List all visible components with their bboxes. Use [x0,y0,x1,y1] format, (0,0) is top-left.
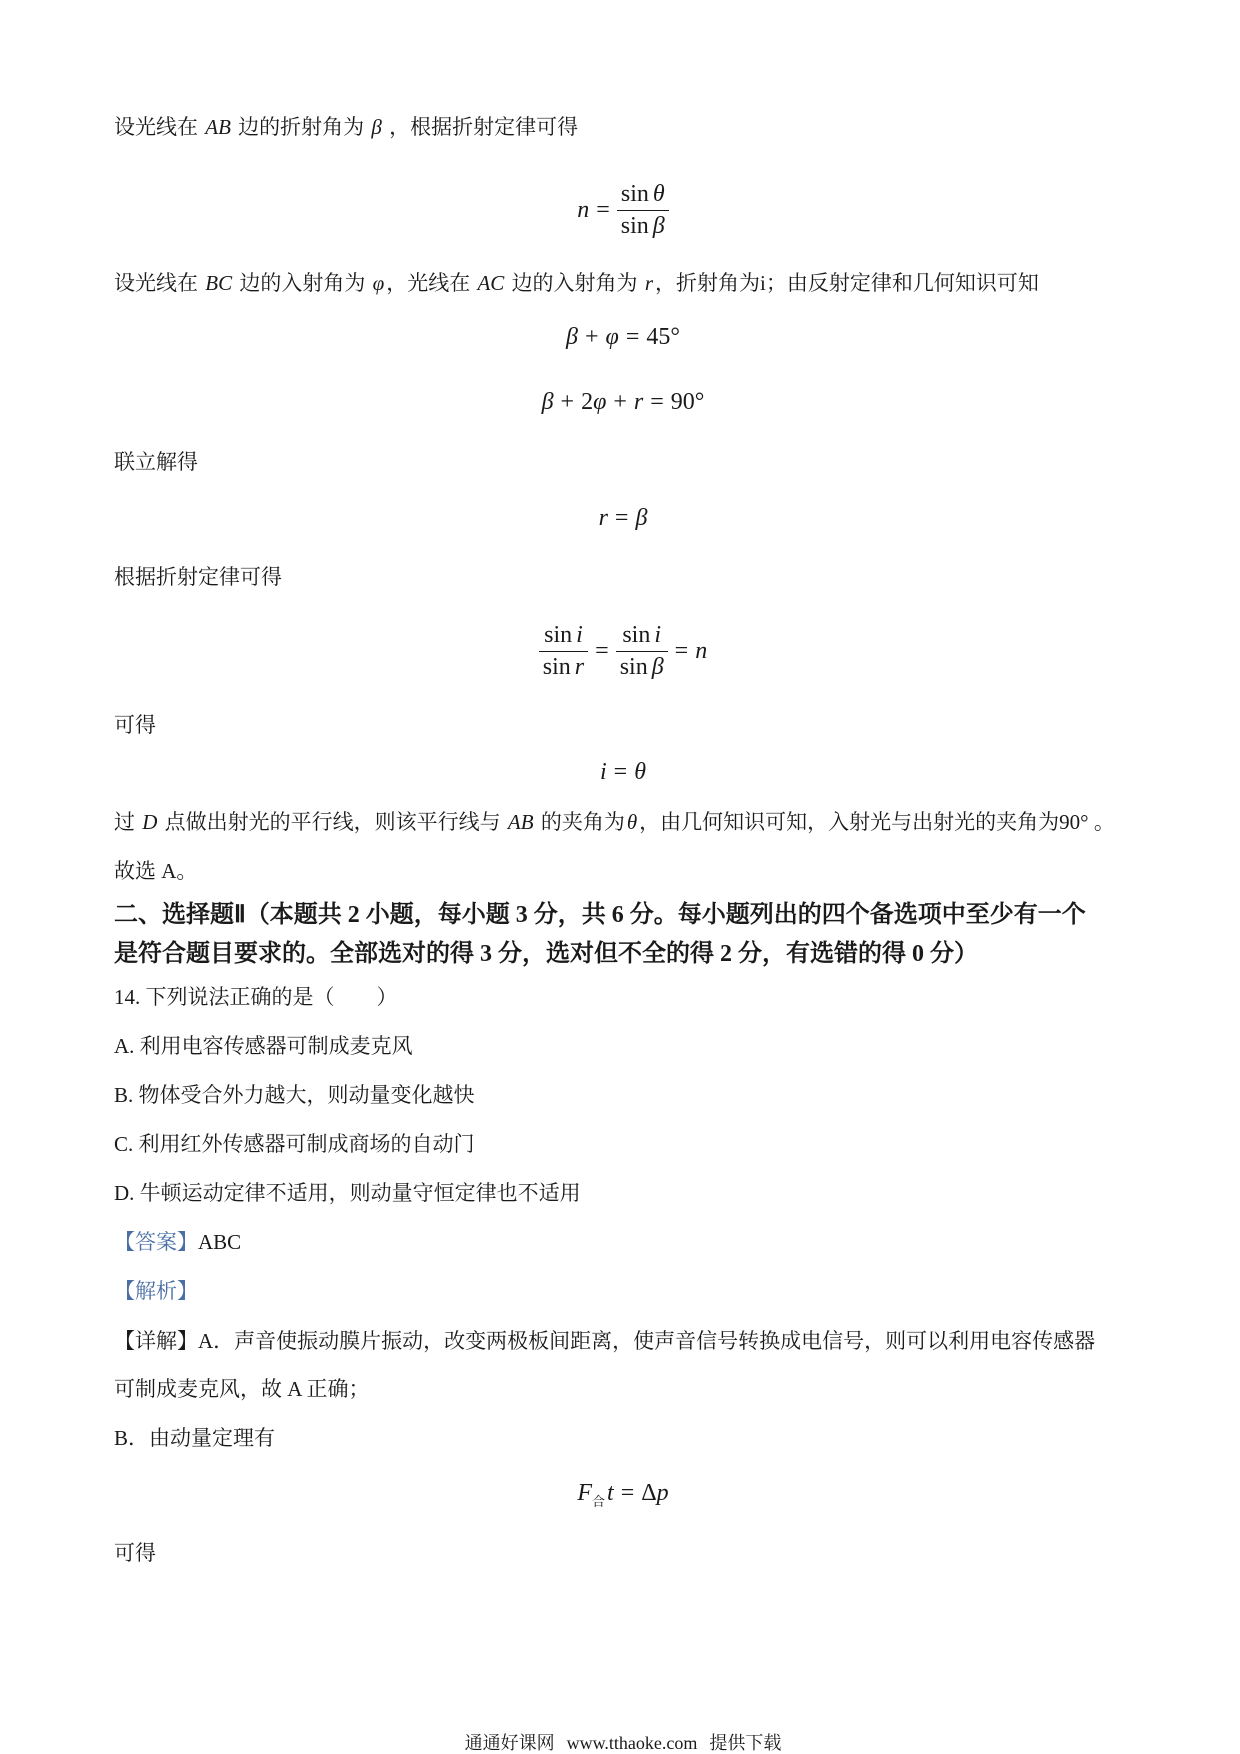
variable-theta: θ [652,180,665,207]
function-sin: sin [542,653,571,680]
variable-n: n [577,196,590,223]
variable-beta: β [566,323,578,350]
plus-sign: + [560,388,575,415]
text-segment: ，光线在 [386,271,476,295]
option-b: B. 物体受合外力越大，则动量变化越快 [114,1083,475,1107]
equation-refractive-index [6,180,1240,240]
value-45-degrees: 45° [646,323,680,350]
variable-phi: φ [593,388,607,415]
equals-sign: = [613,758,628,785]
equals-sign: = [596,196,610,223]
variable-beta: β [371,115,382,139]
text-segment: 。 [1088,810,1115,834]
fraction [539,622,588,681]
text-segment: 点做出射光的平行线，则该平行线与 [159,810,506,834]
variable-p: p [656,1479,669,1506]
footer-site-name: 通通好课网 [464,1733,555,1753]
denominator [617,211,669,240]
detail-continuation: 可制成麦克风，故 A 正确； [114,1377,370,1401]
equation-r-equals-beta [6,502,1240,534]
footer-note: 提供下载 [709,1733,782,1753]
question-14: 14. 下列说法正确的是（ ） [114,985,398,1009]
text-segment: 设光线在 [114,271,204,295]
variable-beta: β [635,504,648,531]
text-segment: 过 [114,810,141,834]
para-thus: 可得 [114,713,156,737]
text-segment: ，由几何知识可知，入射光与出射光的夹角为 [639,810,1060,834]
function-sin: sin [622,621,651,648]
answer-line [114,1228,1154,1256]
page-footer [6,1733,1240,1753]
variable-theta: θ [634,758,646,785]
variable-r: r [574,653,585,680]
variable-phi: φ [605,323,619,350]
text-segment: 边的入射角为 [506,271,643,295]
equation-i-equals-theta [6,756,1240,788]
numerator [539,622,588,652]
variable-r: r [644,271,653,295]
variable-r: r [633,388,644,415]
equation-sin-ratio [6,621,1240,681]
variable-beta: β [651,653,664,680]
para-refraction-angle-ab [114,113,1154,141]
variable-n: n [695,637,708,664]
denominator [616,652,668,681]
subscript-net: 合 [592,1493,606,1509]
equals-sign: = [620,1479,635,1506]
plus-sign: + [613,388,627,415]
detail-b-line: B．由动量定理有 [114,1426,276,1450]
function-sin: sin [619,653,648,680]
para-solve-together: 联立解得 [114,450,198,474]
equation-momentum-theorem [6,1477,1240,1509]
analysis-line [114,1277,1154,1305]
function-sin: sin [620,212,649,239]
variable-ab: AB [507,810,534,834]
para-parallel-line [114,808,1154,836]
footer-url: www.tthaoke.com [566,1733,698,1753]
text-segment: 的夹角为 [535,810,625,834]
option-c: C. 利用红外传感器可制成商场的自动门 [114,1132,475,1156]
numerator [616,622,668,652]
variable-ab: AB [205,115,231,139]
variable-i: i [654,621,662,648]
answer-value: ABC [198,1230,242,1254]
option-d: D. 牛顿运动定律不适用，则动量守恒定律也不适用 [114,1181,581,1205]
equation-beta-2phi-r [6,386,1240,418]
variable-bc: BC [205,271,233,295]
equals-sign: = [650,388,664,415]
variable-theta: θ [626,810,638,834]
variable-d: D [142,810,158,834]
coefficient-2: 2 [581,388,594,415]
variable-r: r [598,504,608,531]
text-segment: 边的入射角为 [234,271,371,295]
equals-sign: = [625,323,640,350]
para-thus-2: 可得 [114,1541,156,1565]
answer-tag: 【答案】 [114,1230,198,1254]
function-sin: sin [544,621,573,648]
variable-phi: φ [372,271,385,295]
variable-t: t [607,1479,614,1506]
denominator [539,652,588,681]
para-incidence-angles [114,269,1154,297]
numerator [617,181,669,211]
section-heading-line-1: 二、选择题Ⅱ（本题共 2 小题，每小题 3 分，共 6 分。每小题列出的四个备选项中至少有一个 [114,902,1086,928]
value-90-degrees: 90° [670,388,705,415]
variable-ac: AC [477,271,505,295]
text-segment: 设光线在 [114,115,204,139]
equation-beta-plus-phi [6,321,1240,353]
variable-f: F [577,1479,592,1506]
equals-sign: = [595,637,609,664]
analysis-tag: 【解析】 [114,1279,198,1303]
text-segment: ，根据折射定律可得 [383,115,579,139]
equals-sign: = [614,504,629,531]
text-segment: 边的折射角为 [232,115,370,139]
variable-beta: β [652,212,665,239]
detail-line [114,1327,1154,1355]
variable-i: i [760,271,766,295]
delta-symbol: Δ [641,1479,657,1506]
para-choose-a: 故选 A。 [114,859,198,883]
detail-text: A．声音使振动膜片振动，改变两极板间距离，使声音信号转换成电信号，则可以利用电容传感器 [198,1329,1096,1353]
text-segment: ，折射角为 [655,271,760,295]
variable-i: i [599,758,607,785]
para-refraction-law: 根据折射定律可得 [114,565,282,589]
section-heading-line-2: 是符合题目要求的。全部选对的得 3 分，选对但不全的得 2 分，有选错的得 0 分） [114,941,978,967]
detail-tag: 【详解】 [114,1329,198,1353]
variable-i: i [576,621,583,648]
value-90-degrees: 90° [1059,810,1089,834]
fraction [617,181,669,240]
equals-sign: = [674,637,689,664]
function-sin: sin [620,180,649,207]
plus-sign: + [584,323,599,350]
variable-beta: β [541,388,554,415]
text-segment: ；由反射定律和几何知识可知 [765,271,1039,295]
option-a: A. 利用电容传感器可制成麦克风 [114,1034,413,1058]
fraction [616,622,668,681]
